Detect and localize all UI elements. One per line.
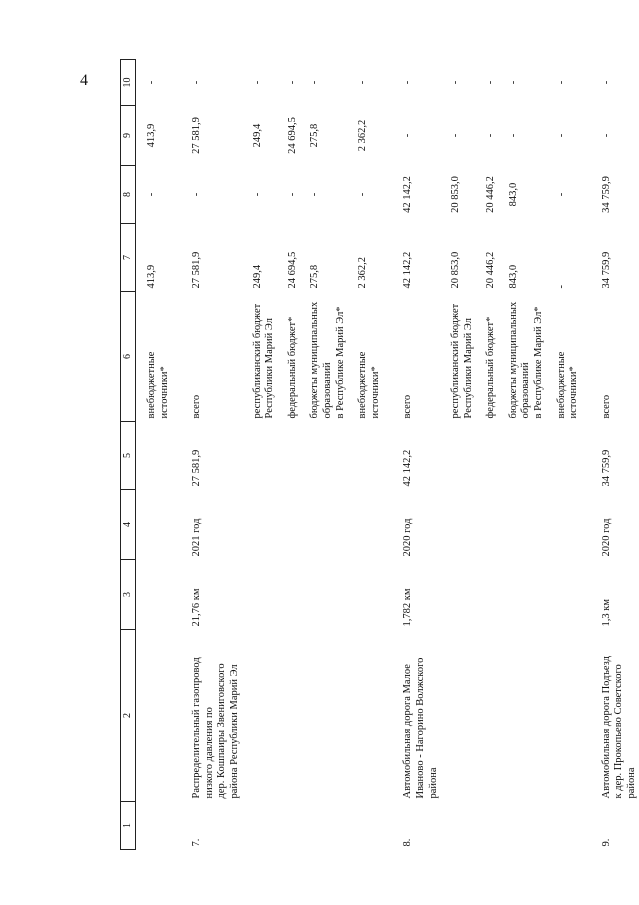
table-cell — [485, 490, 498, 560]
table-row — [402, 60, 440, 850]
spacer-cell — [299, 60, 309, 850]
table-cell: 2 362,2 — [357, 119, 369, 152]
table-cell — [556, 630, 581, 802]
table-cell: 2020 год — [600, 518, 612, 557]
table-cell: - — [191, 192, 203, 197]
table-cell: 2021 год — [191, 518, 203, 557]
header-cell: 6 — [121, 292, 136, 422]
rotated-page — [120, 60, 639, 850]
spacer-cell — [546, 60, 556, 850]
table-row — [191, 60, 241, 850]
table-cell: республиканский бюджет Республики Марий Эл — [450, 303, 474, 419]
table-cell — [556, 422, 581, 490]
table-row — [601, 60, 639, 850]
table-cell: 27 581,9 — [191, 251, 203, 289]
table-cell: 249,4 — [251, 123, 263, 148]
table-cell: - — [251, 80, 263, 85]
table-cell: 843,0 — [507, 182, 519, 207]
table-cell — [252, 560, 277, 630]
table-cell — [357, 422, 382, 490]
spacer-cell — [171, 60, 191, 850]
spacer-cell — [136, 60, 147, 850]
row-spacer — [277, 60, 287, 850]
table-cell: - — [555, 192, 567, 197]
header-cell: 8 — [121, 166, 136, 224]
table-cell: - — [286, 80, 298, 85]
program-table — [120, 59, 639, 850]
table-row — [252, 60, 277, 850]
table-cell: - — [485, 80, 497, 85]
header-row — [121, 60, 136, 850]
row-spacer — [581, 60, 601, 850]
table-cell — [309, 802, 347, 850]
table-cell — [309, 422, 347, 490]
table-cell: - — [402, 80, 414, 85]
table-cell — [450, 422, 475, 490]
table-cell — [146, 802, 171, 850]
table-cell — [556, 802, 581, 850]
table-cell — [485, 422, 498, 490]
table-cell — [146, 490, 171, 560]
table-cell: федеральный бюджет* — [485, 316, 497, 419]
table-cell — [146, 630, 171, 802]
table-cell: бюджеты муниципальных образований в Республике Марий Эл* — [507, 301, 545, 419]
table-cell — [357, 630, 382, 802]
table-row — [508, 60, 546, 850]
table-cell — [450, 802, 475, 850]
table-cell — [146, 560, 171, 630]
table-cell: Автомобильная дорога Подъезд к дер. Прокопьево Советского района — [600, 656, 638, 799]
spacer-cell — [581, 60, 601, 850]
table-row — [309, 60, 347, 850]
table-cell: - — [146, 192, 157, 197]
table-cell: - — [507, 80, 519, 85]
table-cell: - — [309, 80, 321, 85]
table-cell: 21,76 км — [191, 588, 203, 627]
header-cell: 10 — [121, 60, 136, 106]
table-cell: 9. — [600, 838, 612, 847]
table-cell: - — [555, 80, 567, 85]
table-cell — [485, 802, 498, 850]
table-cell — [357, 802, 382, 850]
table-cell: 1,3 км — [600, 599, 612, 627]
row-spacer — [440, 60, 450, 850]
table-cell: - — [402, 133, 414, 138]
table-cell — [287, 802, 300, 850]
table-cell: Автомобильная дорога Малое Иваново - Нагорино Волжского района — [402, 657, 439, 799]
table-cell: - — [507, 133, 519, 138]
table-cell — [450, 490, 475, 560]
table-row — [357, 60, 382, 850]
row-spacer — [347, 60, 357, 850]
spacer-cell — [347, 60, 357, 850]
table-cell — [450, 560, 475, 630]
spacer-cell — [440, 60, 450, 850]
header-cell: 7 — [121, 224, 136, 292]
row-spacer — [546, 60, 556, 850]
header-cell: 3 — [121, 560, 136, 630]
table-cell: 20 853,0 — [450, 176, 462, 213]
table-cell: - — [600, 80, 612, 85]
table-row — [485, 60, 498, 850]
table-row — [146, 60, 171, 850]
table-cell — [252, 490, 277, 560]
table-row — [450, 60, 475, 850]
row-spacer — [382, 60, 402, 850]
table-cell: 8. — [402, 838, 414, 847]
table-cell: - — [485, 133, 497, 138]
spacer-cell — [277, 60, 287, 850]
table-cell: - — [146, 80, 157, 85]
table-cell: 42 142,2 — [402, 176, 414, 213]
table-cell: - — [600, 133, 612, 138]
table-cell — [450, 630, 475, 802]
table-cell: 2020 год — [402, 518, 414, 557]
table-cell: всего — [402, 394, 414, 419]
table-cell — [146, 422, 171, 490]
table-cell — [508, 422, 546, 490]
table-cell: 413,9 — [146, 264, 157, 289]
table-cell: - — [555, 133, 567, 138]
table-cell: 275,8 — [309, 264, 321, 289]
table-cell: 843,0 — [507, 264, 519, 289]
table-cell: 20 446,2 — [485, 176, 497, 213]
table-cell: - — [450, 133, 462, 138]
table-cell: всего — [191, 394, 203, 419]
table-cell: федеральный бюджет* — [286, 316, 298, 419]
table-cell — [556, 490, 581, 560]
table-cell: 20 853,0 — [450, 251, 462, 289]
table-cell: - — [191, 80, 203, 85]
table-cell — [357, 560, 382, 630]
table-cell — [357, 490, 382, 560]
row-spacer — [475, 60, 485, 850]
table-cell — [485, 560, 498, 630]
table-cell: Распределительный газопровод низкого давления по дер. Кошпаиры Звениговского района Республики Марий Эл — [191, 657, 240, 799]
table-cell: 27 581,9 — [191, 449, 203, 487]
table-body — [136, 60, 639, 850]
table-cell — [556, 560, 581, 630]
table-cell: 275,8 — [309, 123, 321, 148]
header-cell: 4 — [121, 490, 136, 560]
spacer-cell — [382, 60, 402, 850]
table-cell: - — [251, 192, 263, 197]
table-cell: республиканский бюджет Республики Марий Эл — [251, 303, 276, 419]
table-cell: - — [286, 192, 298, 197]
table-cell: внебюджетные источники* — [146, 351, 170, 419]
table-cell — [309, 560, 347, 630]
table-cell: 42 142,2 — [402, 251, 414, 289]
table-cell — [508, 802, 546, 850]
table-cell — [309, 490, 347, 560]
row-spacer — [498, 60, 508, 850]
table-cell — [309, 630, 347, 802]
table-cell — [508, 490, 546, 560]
table-cell — [287, 630, 300, 802]
table-cell: 1,782 км — [402, 588, 414, 627]
table-cell: - — [555, 285, 567, 289]
spacer-cell — [498, 60, 508, 850]
table-cell: 42 142,2 — [402, 449, 414, 487]
table-cell: 27 581,9 — [191, 117, 203, 154]
table-cell — [252, 802, 277, 850]
header-cell: 1 — [121, 802, 136, 850]
table-cell: 24 694,5 — [286, 251, 298, 289]
table-cell: 2 362,2 — [357, 257, 369, 289]
header-cell: 5 — [121, 422, 136, 490]
table-cell: 34 759,9 — [600, 251, 612, 289]
table-cell: 24 694,5 — [286, 117, 298, 154]
table-cell — [508, 630, 546, 802]
row-spacer — [242, 60, 252, 850]
table-cell: 20 446,2 — [485, 251, 497, 289]
row-spacer — [171, 60, 191, 850]
page-number: 4 — [80, 72, 88, 89]
table-cell — [287, 422, 300, 490]
table-cell: 249,4 — [251, 264, 263, 289]
table-cell: - — [357, 192, 369, 197]
table-cell: - — [450, 80, 462, 85]
table-cell: 7. — [191, 838, 203, 847]
table-cell: бюджеты муниципальных образований в Республике Марий Эл* — [309, 301, 346, 419]
table-cell: внебюджетные источники* — [357, 351, 381, 419]
table-row — [287, 60, 300, 850]
table-cell — [287, 490, 300, 560]
header-cell: 9 — [121, 106, 136, 166]
table-cell — [252, 630, 277, 802]
table-cell: - — [309, 192, 321, 197]
table-cell — [508, 560, 546, 630]
table-cell: - — [357, 80, 369, 85]
table-cell: 413,9 — [146, 123, 157, 148]
table-row — [556, 60, 581, 850]
table-cell — [287, 560, 300, 630]
table-cell: 34 759,9 — [600, 176, 612, 213]
header-cell: 2 — [121, 630, 136, 802]
spacer-cell — [242, 60, 252, 850]
table-cell: 34 759,9 — [600, 449, 612, 487]
row-spacer — [299, 60, 309, 850]
spacer-cell — [475, 60, 485, 850]
table-cell: всего — [600, 394, 612, 419]
row-spacer — [136, 60, 147, 850]
table-cell — [485, 630, 498, 802]
table-cell — [252, 422, 277, 490]
table-cell: внебюджетные источники* — [555, 351, 580, 419]
